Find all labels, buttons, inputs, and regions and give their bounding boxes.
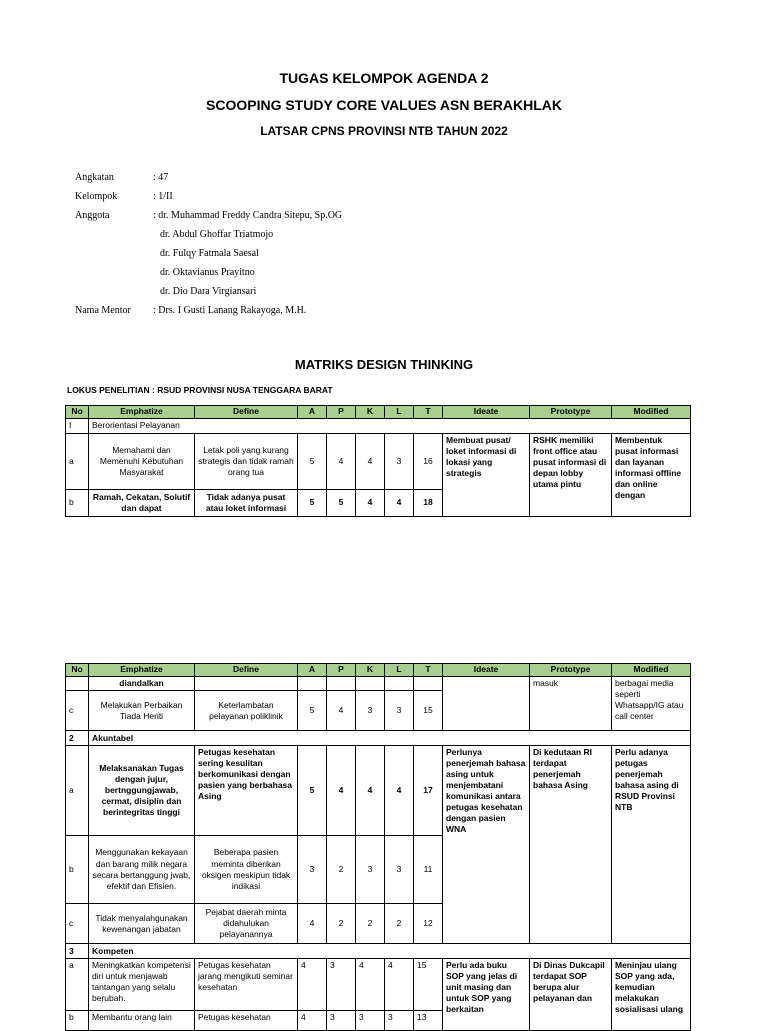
header-emphatize: Emphatize	[89, 406, 195, 419]
row-no: a	[66, 959, 89, 1011]
mentor-label: Nama Mentor	[75, 305, 131, 316]
header-p: P	[327, 406, 356, 419]
define-cell: Petugas kesehatan sering kesulitan berkomunikasi dengan pasien yang berbahasa Asing	[195, 746, 298, 836]
header-a: A	[298, 664, 327, 677]
kelompok-label: Kelompok	[75, 191, 118, 202]
row-no: a	[66, 434, 89, 490]
score-k: 3	[356, 691, 385, 731]
section-row	[66, 944, 691, 959]
prototype-cell: Di kedutaan RI terdapat penerjemah bahasa Asing	[530, 746, 612, 944]
row-no: b	[66, 836, 89, 904]
row-no: b	[66, 490, 89, 517]
anggota-member: dr. Oktavianus Prayitno	[160, 267, 255, 278]
header-k: K	[356, 664, 385, 677]
section-row	[66, 731, 691, 746]
row-no: c	[66, 904, 89, 944]
header-no: No	[66, 664, 89, 677]
score-a: 3	[298, 836, 327, 904]
score-l: 2	[385, 904, 414, 944]
header-no: No	[66, 406, 89, 419]
anggota-member: dr. Dio Dara Virgiansari	[160, 286, 257, 297]
score-l: 3	[385, 691, 414, 731]
prototype-cell: Di Dinas Dukcapil terdapat SOP berupa alur pelayanan dan	[530, 959, 612, 1031]
modified-cell: berbagai media seperti Whatsapp/IG atau call center	[612, 677, 691, 731]
header-prototype: Prototype	[530, 406, 612, 419]
header-t: T	[414, 664, 443, 677]
score-a: 5	[298, 490, 327, 517]
angkatan-label: Angkatan	[75, 172, 114, 183]
define-cell: Petugas kesehatan jarang mengikuti seminar kesehatan	[195, 959, 298, 1011]
score-l: 4	[385, 746, 414, 836]
ideate-cell	[443, 677, 530, 731]
emphatize-cell: Memahami dan Memenuhi Kebutuhan Masyarakat	[89, 434, 195, 490]
score-a: 5	[298, 434, 327, 490]
emphatize-cell: diandalkan	[89, 677, 195, 691]
matrix-title: MATRIKS DESIGN THINKING	[294, 357, 474, 372]
define-cell: Pejabat daerah minta didahulukan pelayanannya	[195, 904, 298, 944]
matrix-table-page2	[65, 663, 691, 1031]
define-cell: Letak poli yang kurang strategis dan tidak ramah orang tua	[195, 434, 298, 490]
score-p: 3	[327, 1011, 356, 1031]
score-k: 4	[356, 959, 385, 1011]
score-p: 2	[327, 836, 356, 904]
anggota-member: dr. Fulqy Fatmala Saesal	[160, 248, 259, 259]
mentor-value: : Drs. I Gusti Lanang Rakayoga, M.H.	[153, 305, 307, 316]
define-cell: Beberapa pasien meminta diberikan oksigen meskipun tidak indikasi	[195, 836, 298, 904]
header-emphatize: Emphatize	[89, 664, 195, 677]
emphatize-cell: Melakukan Perbaikan Tiada Henti	[89, 691, 195, 731]
emphatize-cell: Ramah, Cekatan, Solutif dan dapat	[89, 490, 195, 517]
score-l: 4	[385, 490, 414, 517]
section-label: Berorientasi Pelayanan	[89, 419, 691, 434]
header-define: Define	[195, 406, 298, 419]
header-modified: Modified	[612, 664, 691, 677]
score-p: 4	[327, 746, 356, 836]
angkatan-value: : 47	[153, 172, 169, 183]
header-p: P	[327, 664, 356, 677]
section-no: 2	[66, 731, 89, 746]
score-t: 16	[414, 434, 443, 490]
ideate-cell: Perlu ada buku SOP yang jelas di unit masing dan untuk SOP yang berkaitan	[443, 959, 530, 1031]
score-p: 4	[327, 691, 356, 731]
header-a: A	[298, 406, 327, 419]
score-l: 3	[385, 836, 414, 904]
modified-cell: Membentuk pusat informasi dan layanan informasi offline dan online dengan	[612, 434, 691, 517]
score-l: 3	[385, 1011, 414, 1031]
score-t: 12	[414, 904, 443, 944]
score-a: 4	[298, 1011, 327, 1031]
anggota-member: dr. Abdul Ghoffar Triatmojo	[160, 229, 274, 240]
prototype-cell: RSHK memiliki front office atau pusat informasi di depan lobby utama pintu	[530, 434, 612, 517]
score-k: 4	[356, 746, 385, 836]
score-a: 4	[298, 959, 327, 1011]
score-l: 4	[385, 959, 414, 1011]
emphatize-cell: Melaksanakan Tugas dengan jujur, bertnggungjawab, cermat, disiplin dan berintegritas tinggi	[89, 746, 195, 836]
table-row	[66, 434, 691, 490]
define-cell: Petugas kesehatan	[195, 1011, 298, 1031]
section-no: I	[66, 419, 89, 434]
prototype-cell: masuk	[530, 677, 612, 731]
emphatize-cell: Membantu orang lain	[89, 1011, 195, 1031]
header-define: Define	[195, 664, 298, 677]
emphatize-cell: Meningkatkan kompetensi diri untuk menjawab tantangan yang selalu berubah.	[89, 959, 195, 1011]
header-prototype: Prototype	[530, 664, 612, 677]
score-t: 15	[414, 959, 443, 1011]
section-label: Akuntabel	[89, 731, 691, 746]
score-t: 13	[414, 1011, 443, 1031]
group-info	[75, 172, 342, 324]
modified-cell: Meninjau ulang SOP yang ada, kemudian melakukan sosialisasi ulang	[612, 959, 691, 1031]
anggota-member: : dr. Muhammad Freddy Candra Sitepu, Sp.OG	[153, 210, 343, 221]
header-k: K	[356, 406, 385, 419]
score-a: 5	[298, 691, 327, 731]
score-p: 3	[327, 959, 356, 1011]
score-k: 2	[356, 904, 385, 944]
define-cell: Tidak adanya pusat atau loket informasi	[195, 490, 298, 517]
header-row	[66, 406, 691, 419]
section-no: 3	[66, 944, 89, 959]
row-no: b	[66, 1011, 89, 1031]
score-k: 4	[356, 434, 385, 490]
ideate-cell: Membuat pusat/ loket informasi di lokasi yang strategis	[443, 434, 530, 517]
score-p: 2	[327, 904, 356, 944]
emphatize-cell: Tidak menyalahgunakan kewenangan jabatan	[89, 904, 195, 944]
score-t: 17	[414, 746, 443, 836]
emphatize-cell: Menggunakan kekayaan dan barang milik negara secara bertanggung jwab, efektif dan Efisien.	[89, 836, 195, 904]
modified-cell: Perlu adanya petugas penerjemah bahasa asing di RSUD Provinsi NTB	[612, 746, 691, 944]
header-ideate: Ideate	[443, 664, 530, 677]
row-no: c	[66, 691, 89, 731]
define-cell: Keterlambatan pelayanan poliklinik	[195, 691, 298, 731]
score-a: 4	[298, 904, 327, 944]
score-t: 18	[414, 490, 443, 517]
lokus-penelitian: LOKUS PENELITIAN : RSUD PROVINSI NUSA TENGGARA BARAT	[67, 385, 333, 395]
section-row	[66, 419, 691, 434]
section-label: Kompeten	[89, 944, 691, 959]
title-scooping: SCOOPING STUDY CORE VALUES ASN BERAKHLAK	[206, 97, 562, 113]
title-latsar: LATSAR CPNS PROVINSI NTB TAHUN 2022	[260, 124, 508, 138]
score-p: 4	[327, 434, 356, 490]
table-row	[66, 746, 691, 836]
anggota-label: Anggota	[75, 210, 110, 221]
matrix-table-page1	[65, 405, 691, 517]
header-l: L	[385, 406, 414, 419]
row-no: a	[66, 746, 89, 836]
score-k: 4	[356, 490, 385, 517]
score-p: 5	[327, 490, 356, 517]
ideate-cell: Perlunya penerjemah bahasa asing untuk menjembatani komunikasi antara petugas kesehatan dengan pasien WNA	[443, 746, 530, 944]
header-row	[66, 664, 691, 677]
kelompok-value: : 1/II	[153, 191, 173, 202]
score-t: 15	[414, 691, 443, 731]
score-a: 5	[298, 746, 327, 836]
header-l: L	[385, 664, 414, 677]
header-t: T	[414, 406, 443, 419]
header-modified: Modified	[612, 406, 691, 419]
score-k: 3	[356, 1011, 385, 1031]
table-row	[66, 677, 691, 691]
title-agenda: TUGAS KELOMPOK AGENDA 2	[279, 70, 489, 86]
score-l: 3	[385, 434, 414, 490]
score-k: 3	[356, 836, 385, 904]
table-row	[66, 959, 691, 1011]
header-ideate: Ideate	[443, 406, 530, 419]
score-t: 11	[414, 836, 443, 904]
